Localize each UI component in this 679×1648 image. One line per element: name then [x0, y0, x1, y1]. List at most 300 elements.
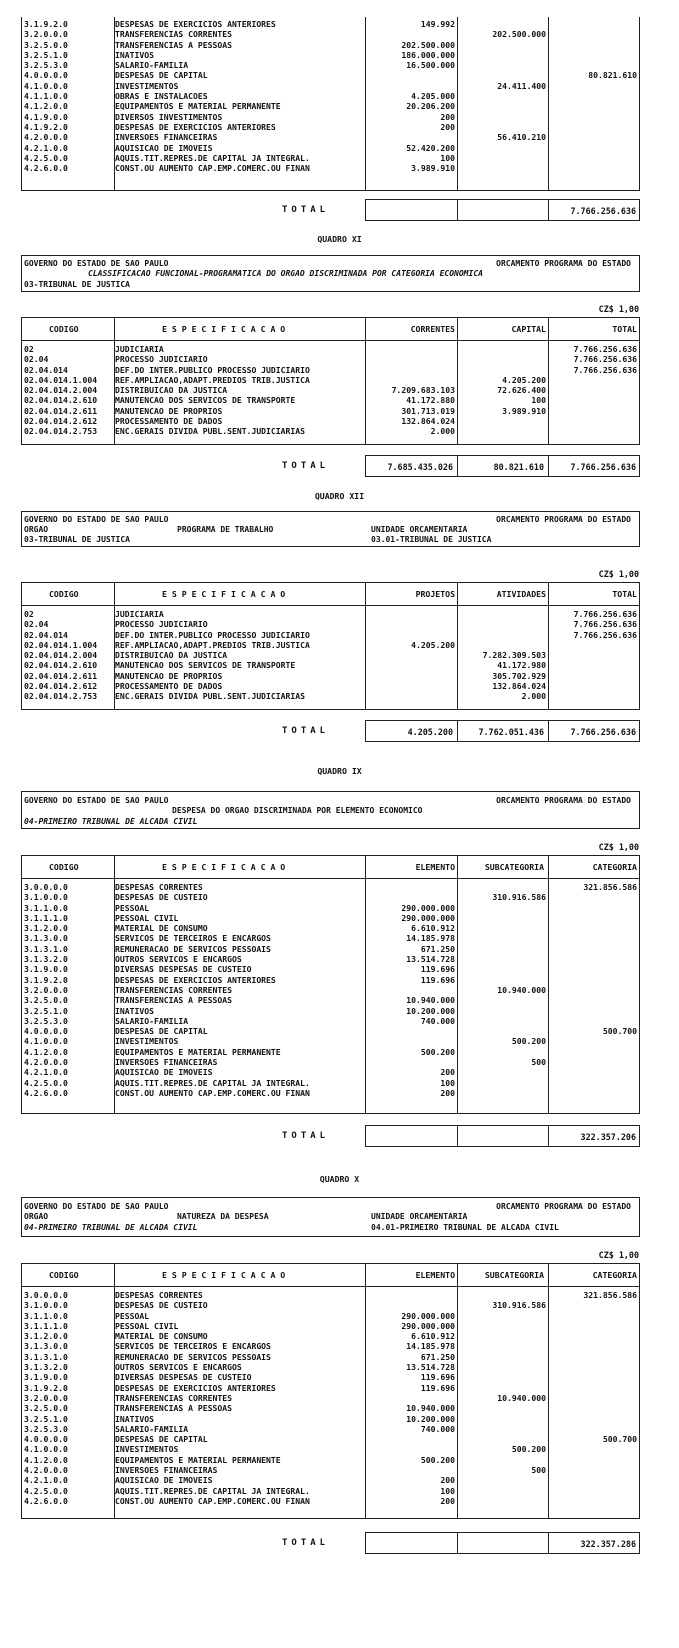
- cell-especificacao: AQUIS.TIT.REPRES.DE CAPITAL JA INTEGRAL.: [115, 152, 310, 163]
- table-body: [22, 19, 639, 173]
- total-c5: 7.766.256.636: [570, 462, 636, 472]
- report-header: [21, 255, 640, 292]
- header-govt: GOVERNO DO ESTADO DE SAO PAULO: [24, 515, 169, 524]
- col-header-codigo: CODIGO: [49, 589, 79, 599]
- header-title: NATUREZA DA DESPESA: [177, 1212, 269, 1221]
- cell-especificacao: CONST.OU AUMENTO CAP.EMP.COMERC.OU FINAN: [115, 163, 310, 174]
- cell-especificacao: AQUISICAO DE IMOVEIS: [115, 1475, 213, 1486]
- table-row: [22, 81, 639, 91]
- total-box: [365, 720, 640, 742]
- cell-value-3: 290.000.000: [401, 912, 455, 923]
- cell-value-4: 4.205.200: [502, 374, 546, 385]
- table-row: [22, 619, 639, 629]
- col-divider: [457, 200, 458, 220]
- header-unidade: 03.01-TRIBUNAL DE JUSTICA: [371, 535, 492, 544]
- col-header-categoria: CATEGORIA: [592, 862, 637, 872]
- cell-codigo: 3.1.9.2.0: [24, 1382, 68, 1393]
- cell-especificacao: TRANSFERENCIAS A PESSOAS: [115, 995, 232, 1006]
- cell-especificacao: AQUIS.TIT.REPRES.DE CAPITAL JA INTEGRAL.: [115, 1485, 310, 1496]
- cell-codigo: 02.04.014.1.004: [24, 639, 98, 650]
- table-section2: [21, 317, 640, 445]
- cell-value-3: 119.696: [420, 1372, 455, 1383]
- cell-especificacao: EQUIPAMENTOS E MATERIAL PERMANENTE: [115, 101, 281, 112]
- col-header-elemento: ELEMENTO: [415, 862, 455, 872]
- total-c4: 7.762.051.436: [478, 727, 544, 737]
- cell-value-3: 500.200: [420, 1454, 455, 1465]
- cell-especificacao: TRANSFERENCIAS A PESSOAS: [115, 39, 232, 50]
- cell-especificacao: INVESTIMENTOS: [115, 1036, 179, 1047]
- table-row: [22, 1486, 639, 1496]
- header-title: DESPESA DO ORGAO DISCRIMINADA POR ELEMENTO ECONOMICO: [172, 806, 423, 815]
- cell-value-3: 290.000.000: [401, 1320, 455, 1331]
- header-title: PROGRAMA DE TRABALHO: [177, 525, 274, 534]
- cell-value-3: 14.185.978: [406, 933, 455, 944]
- cell-value-3: 290.000.000: [401, 902, 455, 913]
- cell-codigo: 3.2.5.3.0: [24, 1015, 68, 1026]
- cell-codigo: 3.1.1.1.0: [24, 912, 68, 923]
- cell-codigo: 3.1.1.1.0: [24, 1320, 68, 1331]
- table-row: [22, 395, 639, 405]
- table-row: [22, 101, 639, 111]
- cell-especificacao: SALARIO-FAMILIA: [115, 1015, 189, 1026]
- total-c5: 7.766.256.636: [570, 206, 636, 216]
- cell-value-3: 3.989.910: [411, 163, 455, 174]
- table-row: [22, 975, 639, 985]
- col-header-capital: CAPITAL: [511, 324, 546, 334]
- header-orcamento: ORCAMENTO PROGRAMA DO ESTADO: [496, 259, 631, 268]
- cell-codigo: 3.2.0.0.0: [24, 29, 68, 40]
- cell-codigo: 3.2.5.3.0: [24, 60, 68, 71]
- col-header-especificacao: E S P E C I F I C A C A O: [162, 862, 286, 872]
- table-row: [22, 122, 639, 132]
- cell-especificacao: OBRAS E INSTALACOES: [115, 91, 208, 102]
- cell-codigo: 3.1.3.1.0: [24, 943, 68, 954]
- cell-codigo: 02.04.014: [24, 629, 68, 640]
- table-row: [22, 933, 639, 943]
- cell-codigo: 3.1.2.0.0: [24, 923, 68, 934]
- cell-especificacao: MANUTENCAO DE PROPRIOS: [115, 405, 223, 416]
- table-row: [22, 1383, 639, 1393]
- table-row: [22, 132, 639, 142]
- cell-especificacao: PROCESSO JUDICIARIO: [115, 354, 208, 365]
- cell-especificacao: MANUTENCAO DOS SERVICOS DE TRANSPORTE: [115, 395, 296, 406]
- cell-codigo: 02.04.014.2.004: [24, 385, 98, 396]
- cell-codigo: 02.04.014.2.612: [24, 416, 98, 427]
- col-divider: [548, 456, 549, 476]
- cell-value-5: 7.766.256.636: [573, 344, 637, 354]
- total-box: [365, 199, 640, 221]
- table-row: [22, 1036, 639, 1046]
- cell-value-3: 2.000: [430, 426, 455, 437]
- table-row: [22, 1006, 639, 1016]
- cell-especificacao: INVESTIMENTOS: [115, 1444, 179, 1455]
- cell-especificacao: DIVERSOS INVESTIMENTOS: [115, 111, 223, 122]
- col-header-correntes: CORRENTES: [410, 324, 455, 334]
- cell-especificacao: INVESTIMENTOS: [115, 80, 179, 91]
- col-header-codigo: CODIGO: [49, 1270, 79, 1280]
- header-unidade-label: UNIDADE ORCAMENTARIA: [371, 525, 468, 534]
- cell-especificacao: DISTRIBUICAO DA JUSTICA: [115, 385, 228, 396]
- table-body: [22, 882, 639, 1098]
- table-row: [22, 1414, 639, 1424]
- table-row: [22, 1088, 639, 1098]
- cell-codigo: 4.1.0.0.0: [24, 80, 68, 91]
- table-row: [22, 892, 639, 902]
- table-section1: [21, 17, 640, 191]
- table-row: [22, 50, 639, 60]
- cell-especificacao: DESPESAS DE CUSTEIO: [115, 892, 208, 903]
- table-row: [22, 385, 639, 395]
- col-header-atividades: ATIVIDADES: [496, 589, 546, 599]
- cell-especificacao: AQUIS.TIT.REPRES.DE CAPITAL JA INTEGRAL.: [115, 1077, 310, 1088]
- table-row: [22, 671, 639, 681]
- cell-value-3: 200: [440, 1087, 455, 1098]
- col-header-codigo: CODIGO: [49, 324, 79, 334]
- cell-codigo: 3.1.9.0.0: [24, 1372, 68, 1383]
- cell-value-5: 7.766.256.636: [573, 364, 637, 375]
- cell-codigo: 4.2.5.0.0: [24, 1485, 68, 1496]
- table-row: [22, 1424, 639, 1434]
- cell-codigo: 4.2.5.0.0: [24, 1077, 68, 1088]
- cell-especificacao: CONST.OU AUMENTO CAP.EMP.COMERC.OU FINAN: [115, 1087, 310, 1098]
- table-row: [22, 1465, 639, 1475]
- cell-especificacao: DIVERSAS DESPESAS DE CUSTEIO: [115, 964, 252, 975]
- cell-codigo: 02.04.014.2.004: [24, 650, 98, 661]
- cell-codigo: 02.04.014.2.611: [24, 405, 98, 416]
- cell-value-4: 305.702.929: [492, 670, 546, 681]
- cell-especificacao: SERVICOS DE TERCEIROS E ENCARGOS: [115, 933, 271, 944]
- total-c3: 4.205.200: [407, 727, 453, 737]
- cell-especificacao: DESPESAS DE CAPITAL: [115, 70, 208, 81]
- col-divider: [548, 1126, 549, 1146]
- currency-unit: CZ$ 1,00: [598, 1250, 639, 1260]
- cell-codigo: 4.0.0.0.0: [24, 70, 68, 81]
- cell-especificacao: INATIVOS: [115, 1005, 154, 1016]
- cell-value-4: 500: [531, 1465, 546, 1476]
- cell-especificacao: DESPESAS DE EXERCICIOS ANTERIORES: [115, 121, 276, 132]
- cell-codigo: 4.2.1.0.0: [24, 142, 68, 153]
- header-orgao-label: ORGAO: [24, 525, 49, 534]
- cell-codigo: 4.1.0.0.0: [24, 1036, 68, 1047]
- table-row: [22, 112, 639, 122]
- cell-especificacao: PESSOAL CIVIL: [115, 1320, 179, 1331]
- cell-value-3: 301.713.019: [401, 405, 455, 416]
- cell-value-3: 119.696: [420, 1382, 455, 1393]
- col-header-especificacao: E S P E C I F I C A C A O: [162, 589, 286, 599]
- cell-value-3: 500.200: [420, 1046, 455, 1057]
- table-row: [22, 954, 639, 964]
- quadro-title: QUADRO X: [319, 1174, 360, 1184]
- cell-value-4: 310.916.586: [492, 892, 546, 903]
- cell-value-4: 24.411.400: [497, 80, 546, 91]
- currency-unit: CZ$ 1,00: [598, 304, 639, 314]
- header-title: CLASSIFICACAO FUNCIONAL-PROGRAMATICA DO ORGAO DISCRIMINADA POR CATEGORIA ECONOMICA: [88, 269, 483, 278]
- table-row: [22, 1016, 639, 1026]
- cell-especificacao: EQUIPAMENTOS E MATERIAL PERMANENTE: [115, 1046, 281, 1057]
- table-row: [22, 609, 639, 619]
- cell-codigo: 02.04.014.2.753: [24, 426, 98, 437]
- table-row: [22, 1444, 639, 1454]
- cell-codigo: 4.1.9.0.0: [24, 111, 68, 122]
- cell-codigo: 3.1.3.0.0: [24, 1341, 68, 1352]
- table-body: [22, 1290, 639, 1506]
- cell-value-3: 13.514.728: [406, 1362, 455, 1373]
- cell-codigo: 3.2.5.0.0: [24, 995, 68, 1006]
- cell-value-4: 310.916.586: [492, 1300, 546, 1311]
- cell-especificacao: DESPESAS DE CUSTEIO: [115, 1300, 208, 1311]
- cell-codigo: 3.1.1.0.0: [24, 1310, 68, 1321]
- table-row: [22, 143, 639, 153]
- header-orcamento: ORCAMENTO PROGRAMA DO ESTADO: [496, 796, 631, 805]
- cell-value-5: 321.856.586: [583, 1290, 637, 1300]
- table-row: [22, 1067, 639, 1077]
- table-row: [22, 1047, 639, 1057]
- table-row: [22, 903, 639, 913]
- cell-codigo: 4.2.6.0.0: [24, 1087, 68, 1098]
- cell-value-3: 6.610.912: [411, 1331, 455, 1342]
- col-header-subcategoria: SUBCATEGORIA: [484, 1270, 544, 1280]
- table-row: [22, 60, 639, 70]
- table-row: [22, 964, 639, 974]
- table-row: [22, 1331, 639, 1341]
- total-c4: 80.821.610: [493, 462, 544, 472]
- cell-codigo: 02: [24, 609, 34, 619]
- col-header-total: TOTAL: [612, 589, 637, 599]
- cell-especificacao: MANUTENCAO DOS SERVICOS DE TRANSPORTE: [115, 660, 296, 671]
- table-row: [22, 681, 639, 691]
- cell-codigo: 02.04: [24, 354, 49, 365]
- cell-codigo: 02.04: [24, 619, 49, 630]
- col-header-codigo: CODIGO: [49, 862, 79, 872]
- header-unidade: 04.01-PRIMEIRO TRIBUNAL DE ALCADA CIVIL: [371, 1223, 559, 1232]
- cell-value-3: 13.514.728: [406, 954, 455, 965]
- cell-codigo: 4.2.6.0.0: [24, 1495, 68, 1506]
- cell-especificacao: SALARIO-FAMILIA: [115, 1423, 189, 1434]
- cell-value-3: 200: [440, 1067, 455, 1078]
- cell-codigo: 4.1.1.0.0: [24, 91, 68, 102]
- cell-value-4: 3.989.910: [502, 405, 546, 416]
- table-row: [22, 1078, 639, 1088]
- table-section5: [21, 1263, 640, 1519]
- cell-value-3: 149.992: [420, 19, 455, 29]
- cell-codigo: 02.04.014.2.610: [24, 395, 98, 406]
- cell-especificacao: AQUISICAO DE IMOVEIS: [115, 1067, 213, 1078]
- header-orgao: 03-TRIBUNAL DE JUSTICA: [24, 535, 130, 544]
- cell-especificacao: DESPESAS DE CAPITAL: [115, 1434, 208, 1445]
- cell-especificacao: TRANSFERENCIAS CORRENTES: [115, 29, 232, 40]
- cell-codigo: 3.1.3.0.0: [24, 933, 68, 944]
- total-box: [365, 455, 640, 477]
- table-row: [22, 995, 639, 1005]
- cell-especificacao: REMUNERACAO DE SERVICOS PESSOAIS: [115, 1351, 271, 1362]
- cell-value-4: 100: [531, 395, 546, 406]
- col-header-especificacao: E S P E C I F I C A C A O: [162, 324, 286, 334]
- table-row: [22, 1434, 639, 1444]
- cell-codigo: 3.2.5.1.0: [24, 49, 68, 60]
- table-row: [22, 19, 639, 29]
- cell-codigo: 3.1.0.0.0: [24, 892, 68, 903]
- header-govt: GOVERNO DO ESTADO DE SAO PAULO: [24, 259, 169, 268]
- col-divider: [457, 1126, 458, 1146]
- cell-value-3: 200: [440, 121, 455, 132]
- cell-especificacao: DESPESAS DE EXERCICIOS ANTERIORES: [115, 1382, 276, 1393]
- cell-codigo: 3.2.0.0.0: [24, 1392, 68, 1403]
- cell-value-3: 740.000: [420, 1015, 455, 1026]
- table-row: [22, 375, 639, 385]
- report-header: [21, 511, 640, 547]
- cell-value-4: 500.200: [511, 1444, 546, 1455]
- total-c3: 7.685.435.026: [387, 462, 453, 472]
- cell-codigo: 3.1.0.0.0: [24, 1300, 68, 1311]
- cell-value-3: 200: [440, 1475, 455, 1486]
- cell-codigo: 3.1.2.0.0: [24, 1331, 68, 1342]
- table-row: [22, 426, 639, 436]
- table-row: [22, 1290, 639, 1300]
- cell-value-3: 7.209.683.103: [391, 385, 455, 396]
- col-header-projetos: PROJETOS: [415, 589, 455, 599]
- cell-especificacao: PESSOAL: [115, 1310, 150, 1321]
- cell-codigo: 4.2.5.0.0: [24, 152, 68, 163]
- table-row: [22, 913, 639, 923]
- cell-codigo: 3.2.5.1.0: [24, 1005, 68, 1016]
- cell-value-3: 671.250: [420, 943, 455, 954]
- cell-value-4: 56.410.210: [497, 132, 546, 143]
- cell-especificacao: TRANSFERENCIAS A PESSOAS: [115, 1403, 232, 1414]
- col-divider: [548, 200, 549, 220]
- col-header-elemento: ELEMENTO: [415, 1270, 455, 1280]
- table-row: [22, 91, 639, 101]
- cell-codigo: 02.04.014: [24, 364, 68, 375]
- cell-especificacao: DIVERSAS DESPESAS DE CUSTEIO: [115, 1372, 252, 1383]
- cell-codigo: 02.04.014.2.610: [24, 660, 98, 671]
- quadro-title: QUADRO XI: [317, 234, 362, 244]
- report-header: [21, 1197, 640, 1237]
- cell-codigo: 02: [24, 344, 34, 354]
- table-section4: [21, 855, 640, 1114]
- cell-value-3: 10.940.000: [406, 995, 455, 1006]
- table-row: [22, 1372, 639, 1382]
- table-row: [22, 691, 639, 701]
- table-row: [22, 985, 639, 995]
- cell-value-3: 10.200.000: [406, 1005, 455, 1016]
- cell-especificacao: REMUNERACAO DE SERVICOS PESSOAIS: [115, 943, 271, 954]
- cell-value-5: 500.700: [602, 1026, 637, 1037]
- table-row: [22, 944, 639, 954]
- cell-value-3: 20.206.200: [406, 101, 455, 112]
- cell-codigo: 4.2.1.0.0: [24, 1475, 68, 1486]
- table-row: [22, 1352, 639, 1362]
- cell-value-3: 52.420.200: [406, 142, 455, 153]
- cell-codigo: 3.0.0.0.0: [24, 882, 68, 892]
- header-orcamento: ORCAMENTO PROGRAMA DO ESTADO: [496, 1202, 631, 1211]
- cell-value-3: 10.200.000: [406, 1413, 455, 1424]
- cell-codigo: 3.2.5.0.0: [24, 1403, 68, 1414]
- cell-especificacao: SALARIO-FAMILIA: [115, 60, 189, 71]
- cell-especificacao: INVERSOES FINANCEIRAS: [115, 1465, 218, 1476]
- cell-value-3: 100: [440, 1077, 455, 1088]
- cell-codigo: 4.2.0.0.0: [24, 132, 68, 143]
- cell-especificacao: DESPESAS CORRENTES: [115, 882, 203, 892]
- currency-unit: CZ$ 1,00: [598, 569, 639, 579]
- cell-codigo: 3.1.3.1.0: [24, 1351, 68, 1362]
- col-divider: [548, 721, 549, 741]
- cell-especificacao: ENC.GERAIS DIVIDA PUBL.SENT.JUDICIARIAS: [115, 426, 306, 437]
- cell-especificacao: ENC.GERAIS DIVIDA PUBL.SENT.JUDICIARIAS: [115, 691, 306, 702]
- cell-value-5: 7.766.256.636: [573, 609, 637, 619]
- table-row: [22, 1026, 639, 1036]
- cell-value-3: 100: [440, 152, 455, 163]
- cell-especificacao: REF.AMPLIACAO,ADAPT.PREDIOS TRIB.JUSTICA: [115, 639, 310, 650]
- header-orgao: 03-TRIBUNAL DE JUSTICA: [24, 280, 130, 289]
- cell-codigo: 4.2.0.0.0: [24, 1465, 68, 1476]
- table-row: [22, 882, 639, 892]
- cell-codigo: 3.1.3.2.0: [24, 1362, 68, 1373]
- table-row: [22, 416, 639, 426]
- cell-codigo: 4.0.0.0.0: [24, 1026, 68, 1037]
- header-orcamento: ORCAMENTO PROGRAMA DO ESTADO: [496, 515, 631, 524]
- cell-especificacao: MANUTENCAO DE PROPRIOS: [115, 670, 223, 681]
- table-row: [22, 660, 639, 670]
- total-label: TOTAL: [282, 205, 330, 215]
- cell-especificacao: TRANSFERENCIAS CORRENTES: [115, 1392, 232, 1403]
- cell-value-4: 72.626.400: [497, 385, 546, 396]
- cell-especificacao: INVERSOES FINANCEIRAS: [115, 132, 218, 143]
- table-row: [22, 640, 639, 650]
- cell-especificacao: INATIVOS: [115, 49, 154, 60]
- cell-value-4: 132.864.024: [492, 681, 546, 692]
- total-label: TOTAL: [282, 726, 330, 736]
- cell-especificacao: DISTRIBUICAO DA JUSTICA: [115, 650, 228, 661]
- total-label: TOTAL: [282, 1538, 330, 1548]
- cell-value-4: 2.000: [521, 691, 546, 702]
- cell-value-3: 132.864.024: [401, 416, 455, 427]
- cell-codigo: 4.1.0.0.0: [24, 1444, 68, 1455]
- header-govt: GOVERNO DO ESTADO DE SAO PAULO: [24, 796, 169, 805]
- cell-especificacao: REF.AMPLIACAO,ADAPT.PREDIOS TRIB.JUSTICA: [115, 374, 310, 385]
- cell-value-3: 119.696: [420, 964, 455, 975]
- table-row: [22, 1311, 639, 1321]
- header-govt: GOVERNO DO ESTADO DE SAO PAULO: [24, 1202, 169, 1211]
- cell-value-5: 80.821.610: [588, 70, 637, 81]
- currency-unit: CZ$ 1,00: [598, 842, 639, 852]
- cell-codigo: 4.2.1.0.0: [24, 1067, 68, 1078]
- col-header-categoria: CATEGORIA: [592, 1270, 637, 1280]
- cell-value-3: 10.940.000: [406, 1403, 455, 1414]
- col-header-subcategoria: SUBCATEGORIA: [484, 862, 544, 872]
- cell-value-3: 6.610.912: [411, 923, 455, 934]
- total-c5: 322.357.206: [580, 1132, 636, 1142]
- col-divider: [457, 1533, 458, 1553]
- total-label: TOTAL: [282, 1131, 330, 1141]
- cell-value-3: 4.205.200: [411, 639, 455, 650]
- cell-codigo: 4.2.0.0.0: [24, 1057, 68, 1068]
- total-label: TOTAL: [282, 461, 330, 471]
- cell-value-4: 500: [531, 1057, 546, 1068]
- cell-value-4: 500.200: [511, 1036, 546, 1047]
- table-row: [22, 163, 639, 173]
- cell-especificacao: PESSOAL CIVIL: [115, 912, 179, 923]
- cell-codigo: 4.0.0.0.0: [24, 1434, 68, 1445]
- cell-value-3: 186.000.000: [401, 49, 455, 60]
- cell-codigo: 3.1.9.2.0: [24, 19, 68, 29]
- cell-especificacao: DEF.DO INTER.PUBLICO PROCESSO JUDICIARIO: [115, 364, 310, 375]
- cell-value-5: 321.856.586: [583, 882, 637, 892]
- cell-value-3: 202.500.000: [401, 39, 455, 50]
- cell-codigo: 3.0.0.0.0: [24, 1290, 68, 1300]
- total-c5: 322.357.286: [580, 1539, 636, 1549]
- cell-codigo: 02.04.014.2.611: [24, 670, 98, 681]
- cell-value-4: 7.282.309.503: [482, 650, 546, 661]
